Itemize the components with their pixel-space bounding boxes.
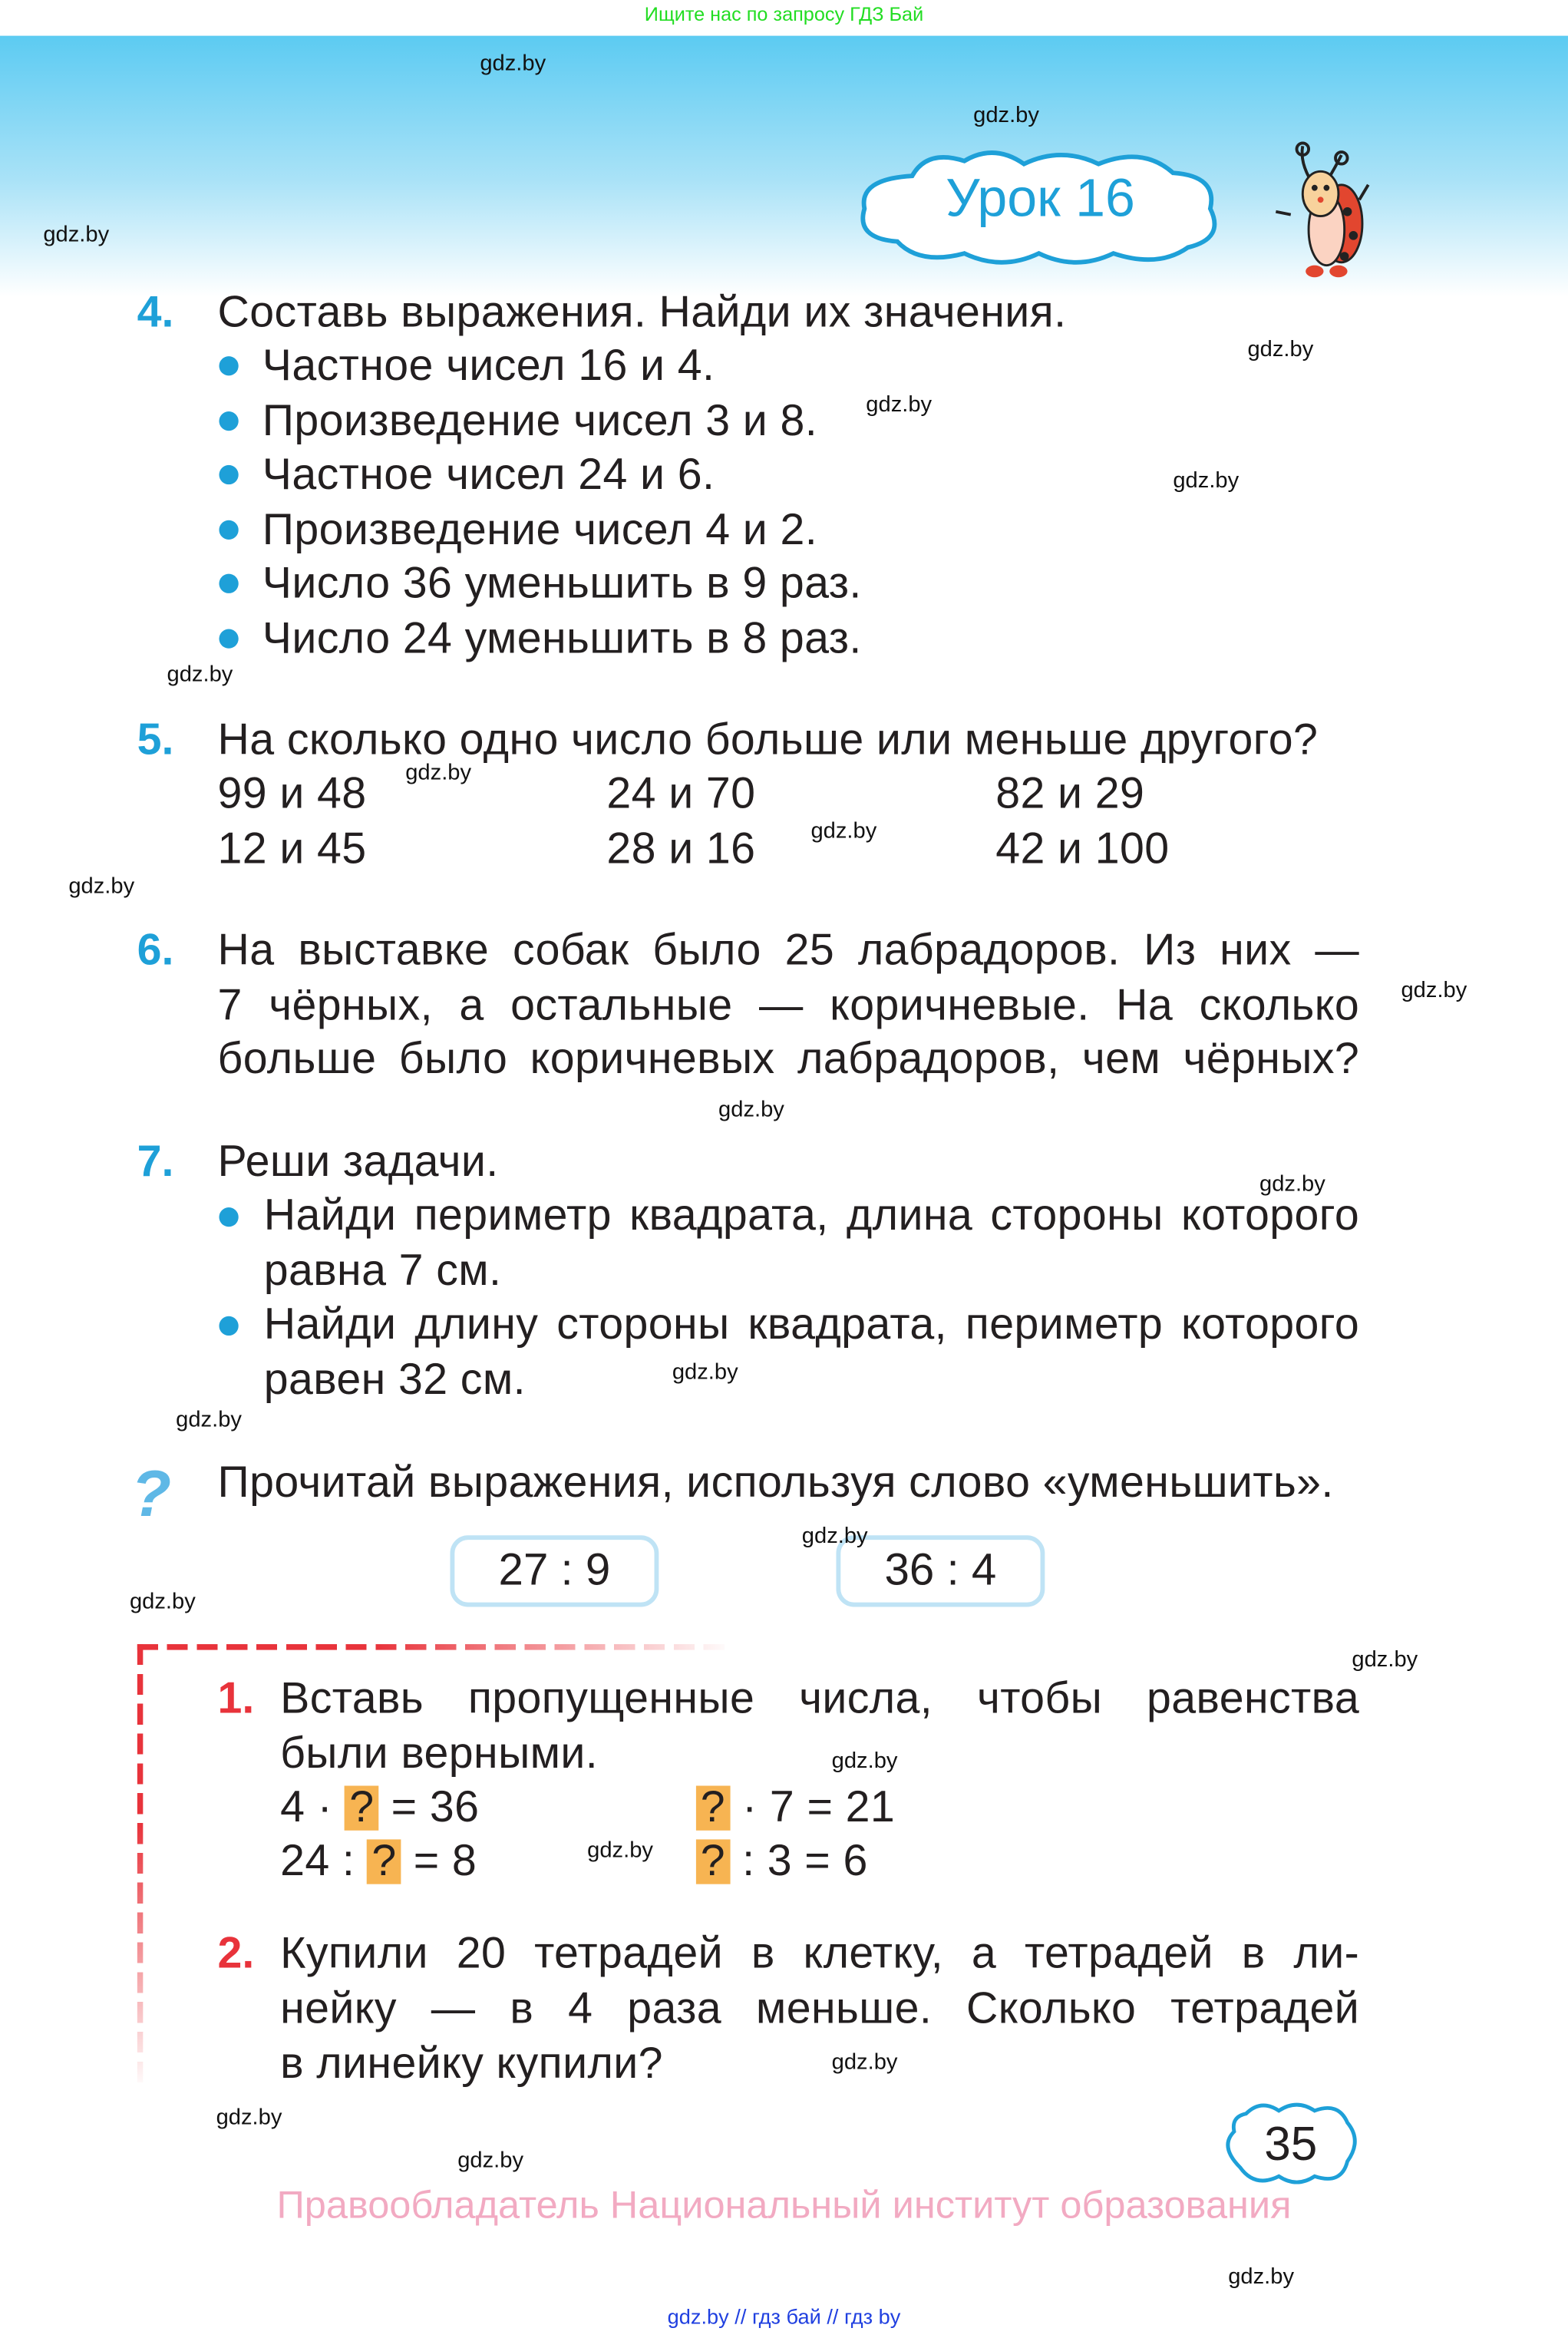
exercise-6-number: 6. xyxy=(137,925,174,976)
watermark: gdz.by xyxy=(457,2148,524,2174)
bullet-icon xyxy=(219,411,238,431)
missing-number-box: ? xyxy=(345,1786,378,1831)
exercise-4-number: 4. xyxy=(137,287,174,337)
watermark: gdz.by xyxy=(587,1838,653,1864)
exercise-4-item: Произведение чисел 3 и 8. xyxy=(262,396,818,446)
question-mark-icon: ? xyxy=(130,1458,172,1531)
equation: ? : 3 = 6 xyxy=(696,1835,868,1889)
exercise-7-item: Найди длину стороны квадрата, периметр которого xyxy=(263,1299,1360,1349)
watermark: gdz.by xyxy=(973,102,1039,129)
watermark: gdz.by xyxy=(831,2049,898,2075)
watermark: gdz.by xyxy=(68,873,135,900)
exercise-4-title: Составь выражения. Найди их значения. xyxy=(217,287,1067,337)
watermark: gdz.by xyxy=(216,2105,282,2131)
exercise-4-item: Частное чисел 16 и 4. xyxy=(262,341,715,391)
expression-box: 36 : 4 xyxy=(836,1535,1045,1607)
missing-number-box: ? xyxy=(696,1786,730,1831)
lesson-title: Урок 16 xyxy=(946,167,1135,229)
exercise-4-item: Число 24 уменьшить в 8 раз. xyxy=(262,614,862,664)
exercise-4-item: Произведение чисел 4 и 2. xyxy=(262,505,818,555)
bottom-links[interactable]: gdz.by // гдз бай // гдз by xyxy=(667,2304,901,2329)
bullet-icon xyxy=(219,1316,238,1336)
watermark: gdz.by xyxy=(831,1748,898,1774)
watermark: gdz.by xyxy=(1259,1171,1325,1197)
equation: ? · 7 = 21 xyxy=(696,1782,895,1835)
bullet-icon xyxy=(219,629,238,649)
homework-2-text: Купили 20 тетрадей в клетку, а тетрадей в ли- xyxy=(280,1928,1360,1979)
bullet-icon xyxy=(219,574,238,593)
exercise-6-text: На выставке собак было 25 лабрадоров. Из них — xyxy=(217,925,1360,976)
bullet-icon xyxy=(219,356,238,375)
watermark: gdz.by xyxy=(405,760,472,786)
watermark: gdz.by xyxy=(672,1359,738,1385)
equation: 4 · ? = 36 xyxy=(280,1782,480,1832)
watermark: gdz.by xyxy=(1247,336,1314,362)
exercise-6-text: больше было коричневых лабрадоров, чем чёрных? xyxy=(217,1034,1360,1084)
number-pair: 24 и 70 xyxy=(606,769,756,819)
watermark: gdz.by xyxy=(866,391,933,418)
watermark: gdz.by xyxy=(810,818,877,844)
watermark: gdz.by xyxy=(1352,1646,1418,1673)
exercise-7-item: равна 7 см. xyxy=(263,1246,502,1296)
top-banner[interactable]: Ищите нас по запросу ГДЗ Бай xyxy=(644,2,924,26)
exercise-4-item: Число 36 уменьшить в 9 раз. xyxy=(262,559,862,609)
watermark: gdz.by xyxy=(1401,977,1467,1003)
question-text: Прочитай выражения, используя слово «уменьшить». xyxy=(217,1458,1334,1507)
bullet-icon xyxy=(219,520,238,540)
homework-1-text: были верными. xyxy=(280,1729,599,1778)
watermark: gdz.by xyxy=(167,662,233,688)
number-pair: 99 и 48 xyxy=(217,769,367,819)
page-number: 35 xyxy=(1264,2116,1318,2171)
exercise-7-item: равен 32 см. xyxy=(263,1355,526,1405)
copyright-footer: Правообладатель Национальный институт образования xyxy=(276,2182,1292,2227)
number-pair: 42 и 100 xyxy=(995,824,1170,874)
watermark: gdz.by xyxy=(43,222,110,248)
watermark: gdz.by xyxy=(129,1589,196,1615)
homework-1-text: Вставь пропущенные числа, чтобы равенства xyxy=(280,1673,1360,1723)
homework-2-text: нейку — в 4 раза меньше. Сколько тетрадей xyxy=(280,1983,1360,2033)
equation: 24 : ? = 8 xyxy=(280,1836,477,1886)
watermark: gdz.by xyxy=(176,1407,242,1433)
ladybug-icon xyxy=(1270,140,1378,281)
expression-box: 27 : 9 xyxy=(450,1535,659,1607)
watermark: gdz.by xyxy=(718,1097,784,1123)
missing-number-box: ? xyxy=(368,1839,401,1884)
bullet-icon xyxy=(219,1207,238,1227)
missing-number-box: ? xyxy=(696,1839,730,1884)
homework-border-top xyxy=(137,1644,734,1650)
homework-2-number: 2. xyxy=(217,1928,255,1979)
homework-2-text: в линейку купили? xyxy=(280,2039,663,2089)
number-pair: 12 и 45 xyxy=(217,824,367,874)
exercise-6-text: 7 чёрных, а остальные — коричневые. На сколько xyxy=(217,980,1360,1030)
exercise-4-item: Частное чисел 24 и 6. xyxy=(262,450,715,500)
watermark: gdz.by xyxy=(1228,2264,1295,2290)
bullet-icon xyxy=(219,465,238,484)
exercise-5-title: На сколько одно число больше или меньше другого? xyxy=(217,715,1319,765)
watermark: gdz.by xyxy=(480,51,546,77)
watermark: gdz.by xyxy=(801,1523,868,1549)
watermark: gdz.by xyxy=(1173,467,1240,494)
number-pair: 28 и 16 xyxy=(606,824,756,874)
number-pair: 82 и 29 xyxy=(995,769,1145,819)
homework-1-number: 1. xyxy=(217,1673,255,1723)
exercise-7-number: 7. xyxy=(137,1137,174,1187)
exercise-7-title: Реши задачи. xyxy=(217,1137,499,1187)
exercise-5-number: 5. xyxy=(137,715,174,765)
homework-border-left xyxy=(137,1644,144,2092)
exercise-7-item: Найди периметр квадрата, длина стороны которого xyxy=(263,1190,1360,1240)
